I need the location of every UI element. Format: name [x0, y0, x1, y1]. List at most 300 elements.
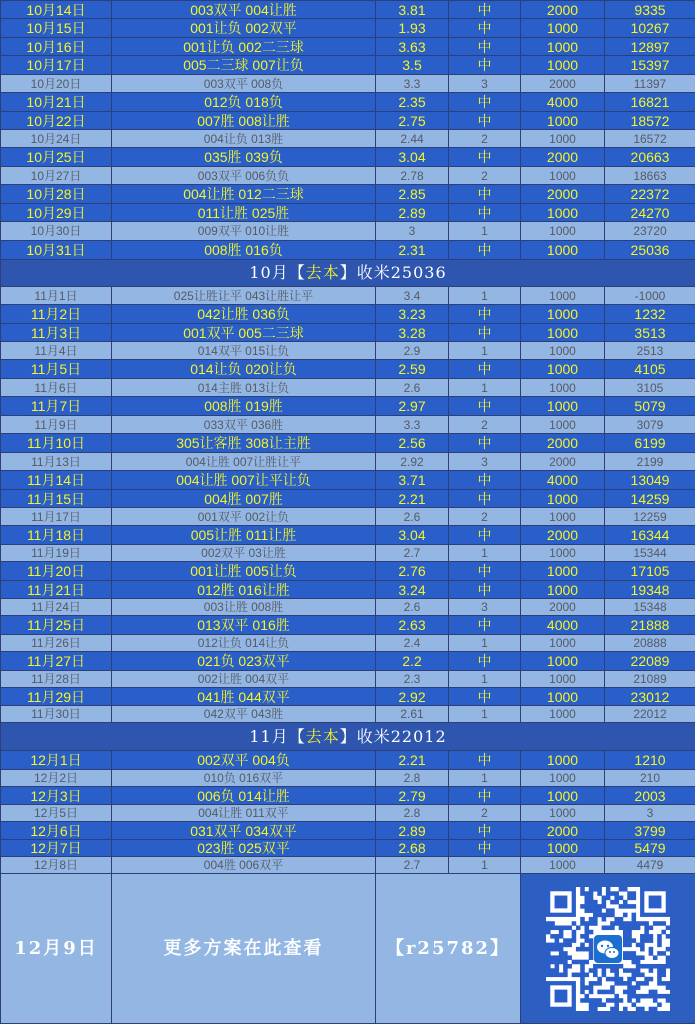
cell-date: 11月26日: [1, 635, 112, 652]
table-row: [1, 526, 695, 545]
cell-stake: 1000: [521, 581, 605, 599]
cell-total: 18572: [605, 112, 695, 130]
cell-date: 11月20日: [1, 562, 112, 581]
cell-total: 21888: [605, 616, 695, 635]
cell-stake: 2000: [521, 75, 605, 93]
table-row: [1, 453, 695, 471]
cell-stake: 1000: [521, 112, 605, 130]
cell-odds: 2.85: [376, 185, 449, 204]
cell-total: 15397: [605, 56, 695, 75]
summary-prefix: 10月【: [249, 263, 305, 282]
table-row: [1, 616, 695, 635]
cell-date: 11月18日: [1, 526, 112, 545]
cell-odds: 2.3: [376, 671, 449, 688]
cell-date: 10月15日: [1, 19, 112, 38]
cell-stake: 2000: [521, 453, 605, 471]
summary-prefix: 11月【: [249, 727, 305, 746]
cell-result: 中: [449, 787, 521, 805]
cell-bet: 012负 018负: [112, 93, 376, 112]
cell-odds: 2.6: [376, 508, 449, 526]
table-row: [1, 305, 695, 324]
cell-result: 1: [449, 342, 521, 360]
cell-total: 16821: [605, 93, 695, 112]
cell-total: 1232: [605, 305, 695, 324]
cell-stake: 2000: [521, 822, 605, 840]
cell-stake: 1000: [521, 490, 605, 508]
table-row: [1, 130, 695, 148]
cell-date: 11月14日: [1, 471, 112, 490]
cell-total: 17105: [605, 562, 695, 581]
cell-stake: 1000: [521, 857, 605, 874]
cell-total: 3105: [605, 379, 695, 397]
cell-bet: 003双平 004让胜: [112, 1, 376, 19]
cell-bet: 010负 016双平: [112, 770, 376, 787]
cell-date: 12月8日: [1, 857, 112, 874]
cell-stake: 1000: [521, 416, 605, 434]
cell-bet: 003双平 006负负: [112, 167, 376, 185]
cell-date: 10月27日: [1, 167, 112, 185]
table-row: [1, 751, 695, 770]
cell-date: 10月17日: [1, 56, 112, 75]
cell-date: 12月6日: [1, 822, 112, 840]
cell-result: 1: [449, 857, 521, 874]
cell-result: 中: [449, 434, 521, 453]
cell-total: 22372: [605, 185, 695, 204]
cell-total: 16572: [605, 130, 695, 148]
cell-bet: 042双平 043胜: [112, 706, 376, 723]
cell-stake: 4000: [521, 471, 605, 490]
cell-stake: 1000: [521, 130, 605, 148]
cell-stake: 1000: [521, 635, 605, 652]
cell-date: 11月28日: [1, 671, 112, 688]
cell-total: 22089: [605, 652, 695, 671]
cell-bet: 002双平 004负: [112, 751, 376, 770]
table-row: [1, 38, 695, 56]
cell-total: 14259: [605, 490, 695, 508]
cell-odds: 2.44: [376, 130, 449, 148]
cell-stake: 1000: [521, 241, 605, 260]
cell-result: 1: [449, 706, 521, 723]
cell-stake: 1000: [521, 508, 605, 526]
qr-cell: [521, 874, 695, 1024]
month-summary-row: [1, 723, 695, 751]
cell-odds: 3.71: [376, 471, 449, 490]
cell-total: 5479: [605, 840, 695, 857]
month-summary: [1, 723, 695, 751]
table-row: [1, 287, 695, 305]
cell-date: 10月25日: [1, 148, 112, 167]
cell-bet: 004让胜 007让平让负: [112, 471, 376, 490]
cell-result: 中: [449, 471, 521, 490]
cell-date: 11月27日: [1, 652, 112, 671]
cell-bet: 002让胜 004双平: [112, 671, 376, 688]
cell-total: 2003: [605, 787, 695, 805]
cell-odds: 2.61: [376, 706, 449, 723]
cell-bet: 042让胜 036负: [112, 305, 376, 324]
cell-bet: 001让负 002二三球: [112, 38, 376, 56]
cell-total: 13049: [605, 471, 695, 490]
table-row: [1, 562, 695, 581]
cell-odds: 3.04: [376, 148, 449, 167]
summary-highlight: 去本: [306, 727, 340, 746]
cell-total: 20888: [605, 635, 695, 652]
cell-stake: 1000: [521, 706, 605, 723]
cell-bet: 005让胜 011让胜: [112, 526, 376, 545]
cell-odds: 2.89: [376, 822, 449, 840]
cell-date: 11月21日: [1, 581, 112, 599]
cell-result: 中: [449, 112, 521, 130]
cell-total: 20663: [605, 148, 695, 167]
cell-result: 中: [449, 751, 521, 770]
cell-result: 3: [449, 75, 521, 93]
summary-total: 】收米22012: [340, 727, 447, 746]
table-row: [1, 434, 695, 453]
cell-date: 12月3日: [1, 787, 112, 805]
cell-bet: 305让客胜 308让主胜: [112, 434, 376, 453]
cell-bet: 004让负 013胜: [112, 130, 376, 148]
table-row: [1, 581, 695, 599]
cell-date: 11月15日: [1, 490, 112, 508]
cell-odds: 2.35: [376, 93, 449, 112]
cell-total: 210: [605, 770, 695, 787]
cell-odds: 2.4: [376, 635, 449, 652]
cell-date: 11月19日: [1, 545, 112, 562]
table-row: [1, 508, 695, 526]
cell-result: 1: [449, 671, 521, 688]
cell-total: 4479: [605, 857, 695, 874]
cell-stake: 4000: [521, 93, 605, 112]
table-row: [1, 167, 695, 185]
cell-odds: 2.21: [376, 751, 449, 770]
cell-date: 11月1日: [1, 287, 112, 305]
cell-odds: 3.28: [376, 324, 449, 342]
cell-bet: 001双平 002让负: [112, 508, 376, 526]
table-row: [1, 857, 695, 874]
cell-date: 12月7日: [1, 840, 112, 857]
cell-total: 2199: [605, 453, 695, 471]
cell-odds: 2.75: [376, 112, 449, 130]
cell-odds: 3.23: [376, 305, 449, 324]
cell-result: 中: [449, 397, 521, 416]
summary-total: 】收米25036: [340, 263, 447, 282]
cell-date: 10月29日: [1, 204, 112, 222]
cell-result: 3: [449, 453, 521, 471]
cell-date: 11月10日: [1, 434, 112, 453]
cell-total: 16344: [605, 526, 695, 545]
cell-result: 中: [449, 1, 521, 19]
table-row: [1, 112, 695, 130]
cell-odds: 1.93: [376, 19, 449, 38]
table-row: [1, 545, 695, 562]
cell-stake: 1000: [521, 652, 605, 671]
cell-odds: 2.79: [376, 787, 449, 805]
cell-bet: 002双平 03让胜: [112, 545, 376, 562]
cell-date: 10月14日: [1, 1, 112, 19]
cell-date: 10月21日: [1, 93, 112, 112]
cell-result: 1: [449, 770, 521, 787]
cell-stake: 2000: [521, 434, 605, 453]
table-row: [1, 822, 695, 840]
cell-odds: 3.3: [376, 416, 449, 434]
cell-total: 6199: [605, 434, 695, 453]
table-row: [1, 397, 695, 416]
cell-total: 9335: [605, 1, 695, 19]
cell-date: 11月6日: [1, 379, 112, 397]
cell-odds: 2.59: [376, 360, 449, 379]
cell-bet: 041胜 044双平: [112, 688, 376, 706]
cell-total: 23012: [605, 688, 695, 706]
footer-row: [1, 874, 695, 1024]
table-row: [1, 635, 695, 652]
cell-odds: 2.68: [376, 840, 449, 857]
cell-total: 18663: [605, 167, 695, 185]
table-row: [1, 241, 695, 260]
cell-bet: 004让胜 012二三球: [112, 185, 376, 204]
cell-stake: 1000: [521, 671, 605, 688]
cell-bet: 005二三球 007让负: [112, 56, 376, 75]
cell-result: 2: [449, 508, 521, 526]
cell-odds: 2.7: [376, 857, 449, 874]
table-row: [1, 19, 695, 38]
cell-stake: 1000: [521, 397, 605, 416]
cell-total: -1000: [605, 287, 695, 305]
cell-stake: 1000: [521, 204, 605, 222]
cell-date: 12月2日: [1, 770, 112, 787]
cell-result: 2: [449, 130, 521, 148]
cell-stake: 1000: [521, 787, 605, 805]
cell-bet: 014主胜 013让负: [112, 379, 376, 397]
cell-bet: 025让胜让平 043让胜让平: [112, 287, 376, 305]
footer-more-link[interactable]: 更多方案在此查看: [112, 874, 376, 1024]
cell-stake: 1000: [521, 805, 605, 822]
cell-stake: 2000: [521, 1, 605, 19]
cell-total: 3: [605, 805, 695, 822]
cell-bet: 008胜 016负: [112, 241, 376, 260]
cell-result: 2: [449, 805, 521, 822]
cell-odds: 2.21: [376, 490, 449, 508]
cell-result: 中: [449, 840, 521, 857]
cell-bet: 013双平 016胜: [112, 616, 376, 635]
table-row: [1, 1, 695, 19]
cell-bet: 004让胜 011双平: [112, 805, 376, 822]
month-summary-row: [1, 260, 695, 287]
cell-stake: 1000: [521, 342, 605, 360]
cell-stake: 1000: [521, 840, 605, 857]
cell-stake: 1000: [521, 379, 605, 397]
cell-date: 11月4日: [1, 342, 112, 360]
cell-bet: 009双平 010让胜: [112, 222, 376, 241]
cell-result: 中: [449, 490, 521, 508]
cell-odds: 2.56: [376, 434, 449, 453]
cell-total: 23720: [605, 222, 695, 241]
table-row: [1, 342, 695, 360]
cell-result: 中: [449, 822, 521, 840]
cell-total: 4105: [605, 360, 695, 379]
cell-date: 11月5日: [1, 360, 112, 379]
cell-date: 10月16日: [1, 38, 112, 56]
cell-odds: 3.3: [376, 75, 449, 93]
cell-result: 1: [449, 545, 521, 562]
cell-result: 中: [449, 204, 521, 222]
cell-date: 11月17日: [1, 508, 112, 526]
cell-bet: 014双平 015让负: [112, 342, 376, 360]
cell-result: 1: [449, 222, 521, 241]
cell-result: 中: [449, 305, 521, 324]
cell-total: 3799: [605, 822, 695, 840]
cell-bet: 001双平 005二三球: [112, 324, 376, 342]
cell-date: 11月7日: [1, 397, 112, 416]
cell-date: 11月9日: [1, 416, 112, 434]
cell-total: 11397: [605, 75, 695, 93]
cell-bet: 008胜 019胜: [112, 397, 376, 416]
cell-odds: 2.31: [376, 241, 449, 260]
cell-stake: 1000: [521, 545, 605, 562]
cell-stake: 1000: [521, 324, 605, 342]
table-row: [1, 56, 695, 75]
cell-date: 11月25日: [1, 616, 112, 635]
cell-result: 中: [449, 526, 521, 545]
table-row: [1, 416, 695, 434]
cell-date: 12月1日: [1, 751, 112, 770]
cell-stake: 1000: [521, 38, 605, 56]
cell-bet: 021负 023双平: [112, 652, 376, 671]
table-row: [1, 787, 695, 805]
cell-bet: 003双平 008负: [112, 75, 376, 93]
cell-total: 25036: [605, 241, 695, 260]
cell-total: 15344: [605, 545, 695, 562]
table-row: [1, 204, 695, 222]
cell-odds: 3.5: [376, 56, 449, 75]
cell-stake: 1000: [521, 562, 605, 581]
cell-odds: 2.92: [376, 453, 449, 471]
cell-odds: 2.8: [376, 805, 449, 822]
cell-total: 19348: [605, 581, 695, 599]
table-row: [1, 599, 695, 616]
footer-date: 12月9日: [1, 874, 112, 1024]
cell-result: 中: [449, 581, 521, 599]
cell-total: 5079: [605, 397, 695, 416]
table-row: [1, 805, 695, 822]
cell-result: 中: [449, 324, 521, 342]
cell-odds: 2.63: [376, 616, 449, 635]
cell-total: 2513: [605, 342, 695, 360]
table-row: [1, 490, 695, 508]
cell-stake: 1000: [521, 19, 605, 38]
cell-odds: 2.6: [376, 599, 449, 616]
cell-date: 11月3日: [1, 324, 112, 342]
cell-odds: 3.24: [376, 581, 449, 599]
table-row: [1, 671, 695, 688]
footer-code: 【r25782】: [376, 874, 521, 1024]
cell-odds: 2.89: [376, 204, 449, 222]
cell-stake: 2000: [521, 526, 605, 545]
table-row: [1, 706, 695, 723]
cell-bet: 014让负 020让负: [112, 360, 376, 379]
cell-odds: 2.9: [376, 342, 449, 360]
cell-result: 3: [449, 599, 521, 616]
table-row: [1, 770, 695, 787]
cell-stake: 1000: [521, 56, 605, 75]
cell-stake: 1000: [521, 222, 605, 241]
table-row: [1, 148, 695, 167]
table-row: [1, 75, 695, 93]
cell-odds: 3.04: [376, 526, 449, 545]
cell-result: 中: [449, 241, 521, 260]
cell-date: 10月28日: [1, 185, 112, 204]
cell-date: 11月29日: [1, 688, 112, 706]
cell-odds: 2.97: [376, 397, 449, 416]
cell-result: 中: [449, 148, 521, 167]
cell-stake: 1000: [521, 305, 605, 324]
cell-total: 1210: [605, 751, 695, 770]
cell-result: 中: [449, 360, 521, 379]
cell-odds: 2.76: [376, 562, 449, 581]
table-row: [1, 688, 695, 706]
cell-total: 10267: [605, 19, 695, 38]
cell-bet: 012胜 016让胜: [112, 581, 376, 599]
wechat-qr-icon[interactable]: [546, 887, 670, 1011]
month-summary: [1, 260, 695, 287]
cell-odds: 2.78: [376, 167, 449, 185]
cell-total: 21089: [605, 671, 695, 688]
cell-bet: 003让胜 008胜: [112, 599, 376, 616]
cell-result: 2: [449, 167, 521, 185]
cell-bet: 001让负 002双平: [112, 19, 376, 38]
cell-date: 11月30日: [1, 706, 112, 723]
cell-stake: 2000: [521, 185, 605, 204]
cell-stake: 2000: [521, 148, 605, 167]
cell-result: 中: [449, 688, 521, 706]
table-row: [1, 379, 695, 397]
cell-stake: 1000: [521, 688, 605, 706]
cell-total: 22012: [605, 706, 695, 723]
cell-bet: 011让胜 025胜: [112, 204, 376, 222]
cell-stake: 1000: [521, 751, 605, 770]
cell-result: 1: [449, 379, 521, 397]
table-row: [1, 840, 695, 857]
table-row: [1, 222, 695, 241]
cell-odds: 2.92: [376, 688, 449, 706]
table-row: [1, 360, 695, 379]
table-row: [1, 185, 695, 204]
cell-date: 10月24日: [1, 130, 112, 148]
cell-result: 中: [449, 19, 521, 38]
table-row: [1, 652, 695, 671]
cell-bet: 023胜 025双平: [112, 840, 376, 857]
cell-stake: 1000: [521, 167, 605, 185]
cell-result: 中: [449, 616, 521, 635]
cell-result: 中: [449, 93, 521, 112]
cell-total: 12259: [605, 508, 695, 526]
cell-total: 3513: [605, 324, 695, 342]
cell-bet: 031双平 034双平: [112, 822, 376, 840]
cell-stake: 1000: [521, 770, 605, 787]
cell-result: 中: [449, 562, 521, 581]
cell-bet: 006负 014让胜: [112, 787, 376, 805]
cell-odds: 3.63: [376, 38, 449, 56]
cell-date: 11月24日: [1, 599, 112, 616]
cell-bet: 033双平 036胜: [112, 416, 376, 434]
cell-bet: 004胜 006双平: [112, 857, 376, 874]
cell-result: 中: [449, 185, 521, 204]
cell-odds: 3.81: [376, 1, 449, 19]
cell-bet: 004让胜 007让胜让平: [112, 453, 376, 471]
cell-date: 11月13日: [1, 453, 112, 471]
cell-bet: 004胜 007胜: [112, 490, 376, 508]
cell-odds: 2.6: [376, 379, 449, 397]
cell-odds: 2.7: [376, 545, 449, 562]
cell-bet: 012让负 014让负: [112, 635, 376, 652]
